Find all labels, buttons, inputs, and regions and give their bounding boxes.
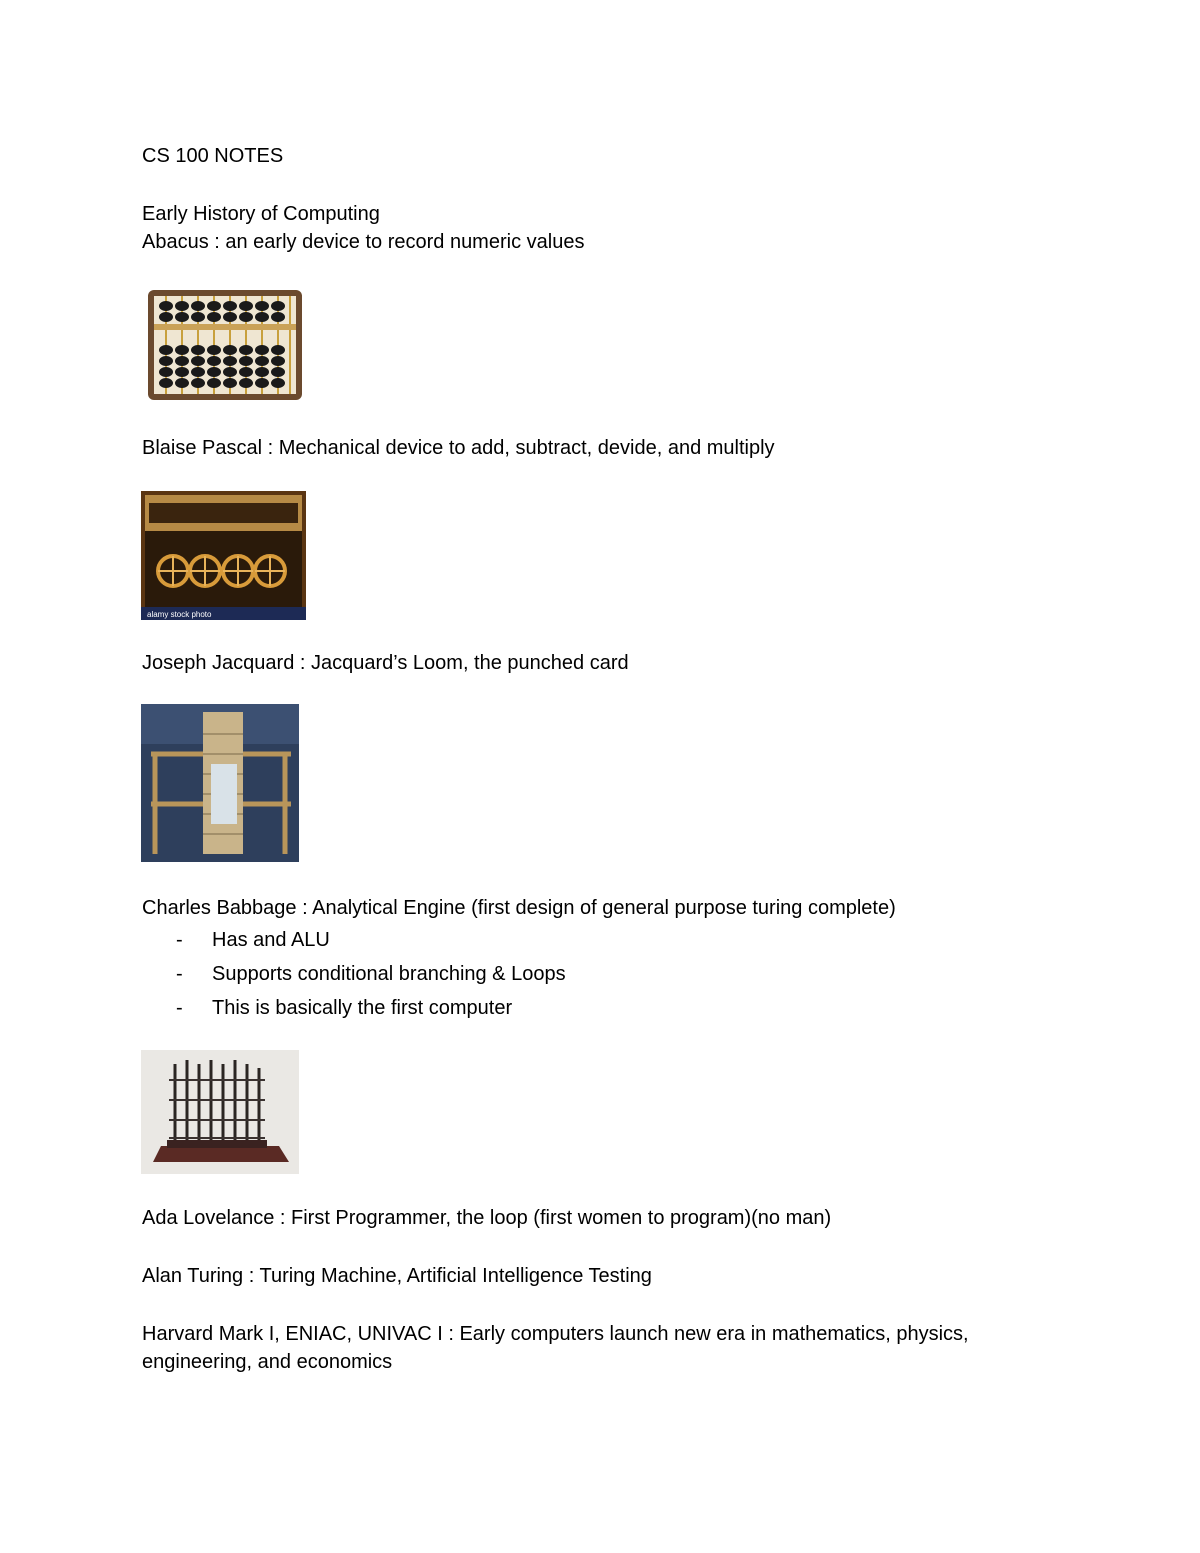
- babbage-bullet-1: [176, 927, 330, 953]
- pascal-image: [141, 491, 306, 620]
- entry-babbage: Charles Babbage : Analytical Engine (first design of general purpose turing complete): [142, 897, 896, 919]
- entry-turing: Alan Turing : Turing Machine, Artificial Intelligence Testing: [142, 1265, 652, 1287]
- entry-jacquard: Joseph Jacquard : Jacquard’s Loom, the punched card: [142, 652, 629, 674]
- bullet-text: Supports conditional branching & Loops: [212, 963, 566, 985]
- entry-abacus: Abacus : an early device to record numeric values: [142, 231, 585, 253]
- abacus-photo: [148, 290, 302, 400]
- babbage-bullet-2: [176, 961, 566, 987]
- abacus-image: [148, 290, 302, 400]
- bullet-text: Has and ALU: [212, 929, 330, 951]
- entry-pascal: Blaise Pascal : Mechanical device to add, subtract, devide, and multiply: [142, 437, 775, 459]
- entry-lovelace: Ada Lovelance : First Programmer, the loop (first women to program)(no man): [142, 1207, 832, 1229]
- entry-harvard-line-2: engineering, and economics: [142, 1351, 393, 1373]
- bullet-marker: -: [176, 997, 183, 1019]
- pascaline-photo: [141, 491, 306, 620]
- babbage-image: [141, 1050, 299, 1174]
- section-title: Early History of Computing: [142, 203, 380, 225]
- babbage-bullet-3: [176, 995, 512, 1021]
- pascal-watermark: alamy stock photo: [147, 610, 212, 619]
- bullet-marker: -: [176, 929, 183, 951]
- jacquard-loom-photo: [141, 704, 299, 862]
- analytical-engine-photo: [141, 1050, 299, 1174]
- bullet-text: This is basically the first computer: [212, 997, 513, 1019]
- entry-harvard-line-1: Harvard Mark I, ENIAC, UNIVAC I : Early computers launch new era in mathematics, physics,: [142, 1323, 969, 1345]
- bullet-marker: -: [176, 963, 183, 985]
- page-title: CS 100 NOTES: [142, 145, 284, 167]
- jacquard-image: [141, 704, 299, 862]
